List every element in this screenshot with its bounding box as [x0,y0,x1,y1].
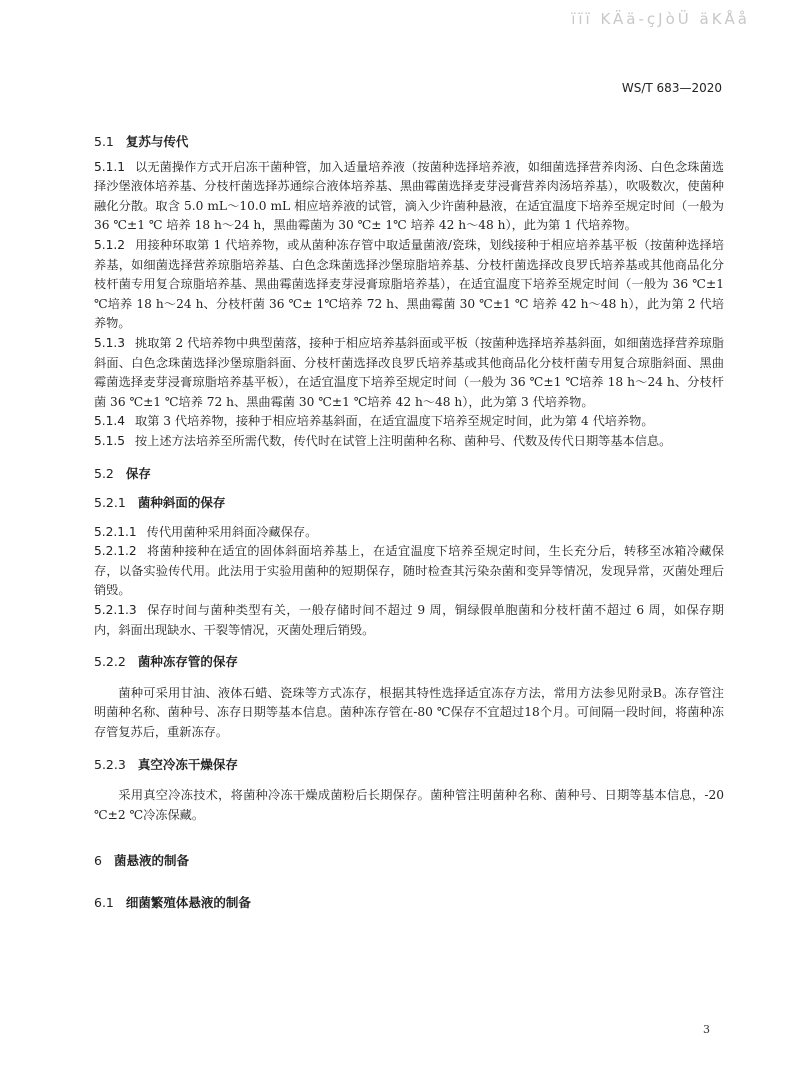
section-heading [94,893,724,913]
body-paragraph: 采用真空冷冻技术，将菌种冷冻干燥成菌粉后长期保存。菌种管注明菌种名称、菌种号、日期等基本信息，-20 ℃±2 ℃冷冻保藏。 [94,788,724,822]
section-heading [94,755,724,775]
section-number: 5.1 [94,134,114,149]
section-title: 细菌繁殖体悬液的制备 [125,895,251,910]
section-heading [94,851,724,871]
document-code: WS/T 683—2020 [621,81,722,95]
section-title: 保存 [125,465,151,481]
clause-paragraph [94,158,724,236]
document-body [94,112,724,913]
clause-text: 将菌种接种在适宜的固体斜面培养基上，在适宜温度下培养至规定时间，生长充分后，转移至冰箱冷藏保存，以备实验传代用。此法用于实验用菌种的短期保存，随时检查其污染杂菌和变异等情况，发现异常，灭菌处理后销毁。 [94,544,724,598]
clause-text: 传代用菌种采用斜面冷藏保存。 [146,524,318,539]
clause-paragraph [94,523,724,543]
clause-text: 以无菌操作方式开启冻干菌种管，加入适量培养液（按菌种选择培养液，如细菌选择营养肉汤、白色念珠菌选择沙堡液体培养基、分枝杆菌选择苏通综合液体培养基、黑曲霉菌选择麦芽浸膏营养肉汤培养基），吹吸数次，使菌种融化分散。取含 5.0 mL～10.0 mL 相应培养液的试管，滴入少许菌种悬液，在适宜温度下培养至规定时间（一般为 36 ℃±1 ℃ 培养 18 h～24 h，黑曲霉菌为 30 ℃± 1℃ 培养 42 h～48 h），此为第 1 代培养物。 [94,159,724,233]
clause-number: 5.1.3 [94,335,126,350]
section-heading [94,132,724,152]
section-title: 真空冷冻干燥保存 [137,756,238,772]
section-number: 5.2.3 [94,756,126,772]
section-number: 5.2 [94,465,114,481]
section-heading [94,493,724,513]
page-number: 3 [703,1023,710,1036]
section-number: 5.2.1 [94,495,126,511]
body-paragraph: 菌种可采用甘油、液体石蜡、瓷珠等方式冻存，根据其特性选择适宜冻存方法，常用方法参见附录B。冻存管注明菌种名称、菌种号、冻存日期等基本信息。菌种冻存管在-80 ℃保存不宜超过18个月。可间隔一段时间，将菌种冻存管复苏后，重新冻存。 [94,685,724,740]
section-heading [94,652,724,672]
clause-paragraph [94,542,724,601]
section-title: 菌种斜面的保存 [137,495,226,511]
clause-text: 取第 3 代培养物，接种于相应培养基斜面，在适宜温度下培养至规定时间，此为第 4 代培养物。 [135,414,654,429]
clause-paragraph [94,601,724,640]
clause-text: 用接种环取第 1 代培养物，或从菌种冻存管中取适量菌液/瓷珠，划线接种于相应培养基平板（按菌种选择培养基，如细菌选择营养琼脂培养基、白色念珠菌选择沙堡琼脂培养基、分枝杆菌选择改良罗氏培养基或其他商品化分枝杆菌专用复合琼脂培养基、黑曲霉菌选择麦芽浸膏琼脂培养基），在适宜温度下培养至规定时间（一般为 36 ℃±1 ℃培养 18 h～24 h、分枝杆菌 36 ℃± 1℃培养 72 h、黑曲霉菌 30 ℃±1 ℃ 培养 42 h～48 h），此为第 2 代培养物。 [94,237,724,331]
clause-text: 保存时间与菌种类型有关，一般存储时间不超过 9 周，铜绿假单胞菌和分枝杆菌不超过 6 周，如保存期内，斜面出现缺水、干裂等情况，灭菌处理后销毁。 [94,603,724,637]
section-number: 6 [94,853,102,869]
section-title: 菌种冻存管的保存 [137,654,238,670]
clause-text: 按上述方法培养至所需代数，传代时在试管上注明菌种名称、菌种号、代数及传代日期等基本信息。 [135,433,672,448]
clause-paragraph [94,334,724,412]
clause-number: 5.1.4 [94,414,126,429]
section-title: 复苏与传代 [125,134,189,149]
clause-number: 5.2.1.2 [94,544,137,559]
clause-paragraph [94,432,724,452]
clause-paragraph [94,412,724,432]
clause-number: 5.1.1 [94,159,126,174]
watermark-text: ïïï KÄä-çJòÜ äKÅå [571,10,750,28]
clause-text: 挑取第 2 代培养物中典型菌落，接种于相应培养基斜面或平板（按菌种选择培养基斜面，如细菌选择营养琼脂斜面、白色念珠菌选择沙堡琼脂斜面、分枝杆菌选择改良罗氏培养基或其他商品化分枝杆菌专用复合琼脂斜面、黑曲霉菌选择麦芽浸膏琼脂培养基平板），在适宜温度下培养至规定时间（一般为 36 ℃±1 ℃培养 18 h～24 h、分枝杆菌 36 ℃±1 ℃培养 72 h、黑曲霉菌 30 ℃±1 ℃培养 42 h～48 h），此为第 3 代培养物。 [94,335,724,409]
section-heading [94,464,724,484]
section-number: 5.2.2 [94,654,126,670]
clause-number: 5.2.1.3 [94,603,137,618]
section-title: 菌悬液的制备 [113,853,189,869]
clause-number: 5.1.5 [94,433,126,448]
section-number: 6.1 [94,895,114,910]
clause-number: 5.2.1.1 [94,524,137,539]
clause-number: 5.1.2 [94,237,126,252]
clause-paragraph [94,236,724,334]
